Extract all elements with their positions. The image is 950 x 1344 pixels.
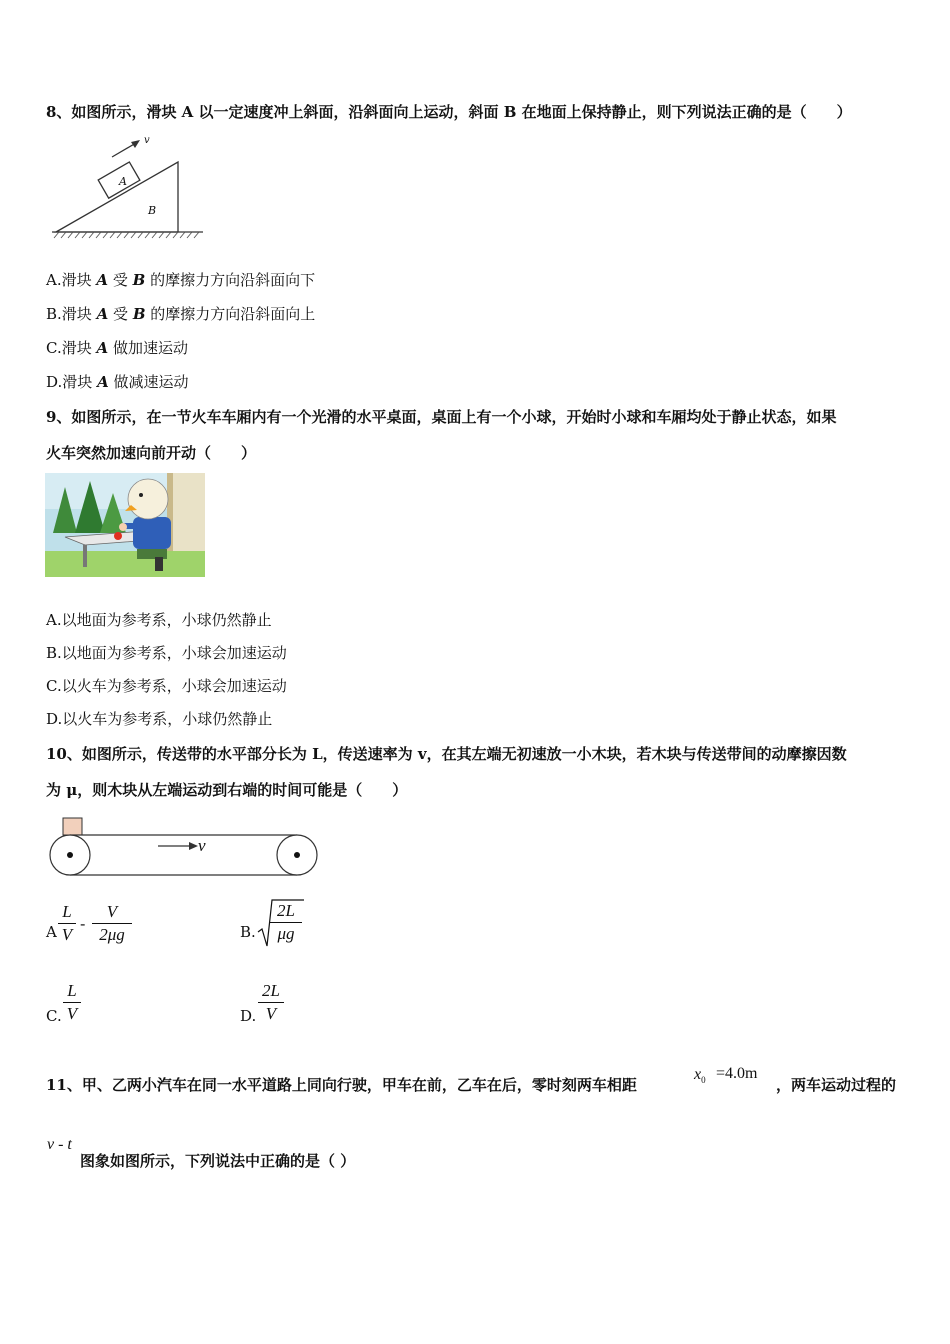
q9-option-b[interactable]: B.以地面为参考系，小球会加速运动 xyxy=(46,644,287,662)
q10-option-b-label[interactable]: B. xyxy=(240,923,256,941)
q11-x0-variable: $x_0$ xyxy=(694,1066,706,1086)
q10-option-b-fraction: 2L μg xyxy=(270,901,302,944)
q10-option-a-fraction-2: V 2μg xyxy=(92,902,132,945)
q10-option-a-fraction-1: L V xyxy=(58,902,76,945)
q8-option-b[interactable]: B.滑块 A 受 B 的摩擦力方向沿斜面向上 xyxy=(46,305,316,323)
q9-stem-line2: 火车突然加速向前开动（ ） xyxy=(46,444,257,462)
q10-stem-line2: 为 μ，则木块从左端运动到右端的时间可能是（ ） xyxy=(46,781,408,799)
q10-option-a-minus: - xyxy=(80,914,86,933)
q8-label-b: B xyxy=(148,204,157,217)
q8-option-a[interactable]: A.滑块 A 受 B 的摩擦力方向沿斜面向下 xyxy=(46,271,316,289)
q10-stem-line1: 10、如图所示，传送带的水平部分长为 L，传送速率为 v，在其左端无初速放一小木块，若木块与传送带间的动摩擦因数 xyxy=(46,745,847,763)
q8-stem: 8、如图所示，滑块 A 以一定速度冲上斜面，沿斜面向上运动，斜面 B 在地面上保持静止，则下列说法正确的是（ ） xyxy=(46,103,852,121)
q8-option-d[interactable]: D.滑块 A 做减速运动 xyxy=(46,373,189,391)
q10-option-d-fraction: 2L V xyxy=(258,981,284,1024)
q8-label-v: v xyxy=(144,135,150,146)
q9-option-c[interactable]: C.以火车为参考系，小球会加速运动 xyxy=(46,677,287,695)
q8-incline-figure xyxy=(48,135,208,243)
q9-stem-line1: 9、如图所示，在一节火车车厢内有一个光滑的水平桌面，桌面上有一个小球，开始时小球和车厢均处于静止状态，如果 xyxy=(46,408,837,426)
q10-option-c-label[interactable]: C. xyxy=(46,1007,62,1025)
q11-stem-line1: 11、甲、乙两小汽车在同一水平道路上同向行驶，甲车在前，乙车在后，零时刻两车相距 xyxy=(46,1076,637,1094)
q8-option-c[interactable]: C.滑块 A 做加速运动 xyxy=(46,339,188,357)
q11-stem-tail: ，两车运动过程的 xyxy=(776,1076,897,1094)
q9-option-d[interactable]: D.以火车为参考系，小球仍然静止 xyxy=(46,710,273,728)
q10-option-c-fraction: L V xyxy=(63,981,81,1024)
q10-conveyor-figure xyxy=(48,814,320,880)
q10-label-v: v xyxy=(198,836,206,855)
q8-label-a: A xyxy=(119,175,127,188)
q10-option-a-label[interactable]: A xyxy=(46,923,57,941)
q11-stem-line2: 图象如图所示，下列说法中正确的是（ ） xyxy=(80,1152,356,1170)
q9-train-cartoon-image xyxy=(45,473,205,577)
q9-option-a[interactable]: A.以地面为参考系，小球仍然静止 xyxy=(46,611,272,629)
q11-x0-value: =4.0m xyxy=(716,1065,758,1082)
q10-option-d-label[interactable]: D. xyxy=(240,1007,257,1025)
q11-vt-label: v - t xyxy=(47,1136,72,1153)
